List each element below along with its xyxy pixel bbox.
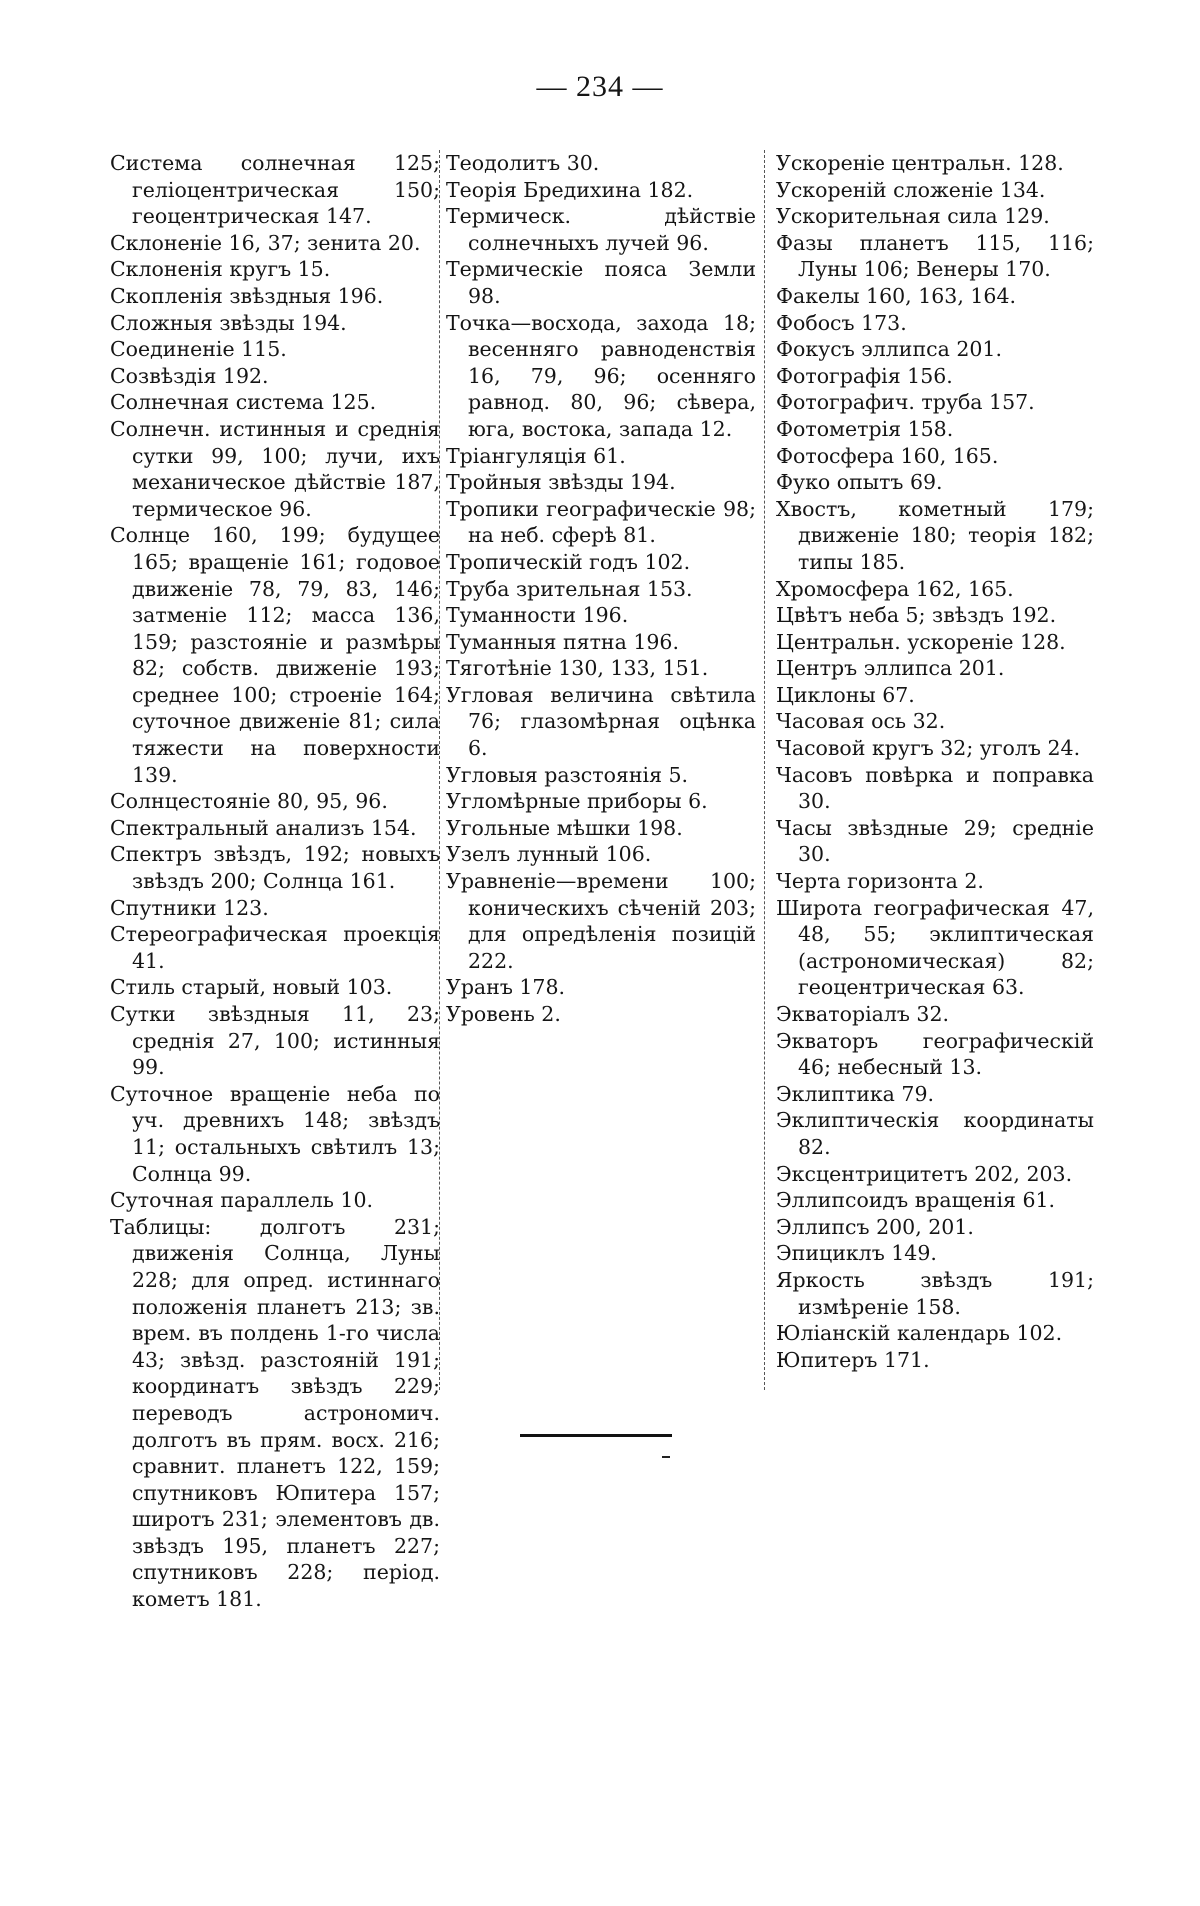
index-entry: Созвѣздія 192.: [110, 363, 269, 388]
index-entry: Тройныя звѣзды 194.: [446, 470, 676, 495]
index-entry: Система солнечная 125; геліоцентрическая 150; геоцентрическая 147.: [110, 151, 440, 229]
index-entry: Тріангуляція 61.: [446, 443, 626, 468]
index-entry: Фобосъ 173.: [776, 310, 907, 335]
index-entry: Эклиптика 79.: [776, 1081, 935, 1106]
index-entry: Эксцентрицитетъ 202, 203.: [776, 1161, 1073, 1186]
index-entry: Эклиптическія координаты 82.: [776, 1108, 1094, 1159]
index-entry: Эллипсъ 200, 201.: [776, 1214, 974, 1239]
index-entry: Тропическій годъ 102.: [446, 549, 691, 574]
index-entry: Юліанскій календарь 102.: [776, 1321, 1063, 1346]
index-entry: Хвостъ, кометный 179; движеніе 180; теорія 182; типы 185.: [776, 496, 1094, 574]
index-entry: Ускореніе центральн. 128.: [776, 151, 1064, 175]
index-entry: Циклоны 67.: [776, 682, 915, 707]
index-entry: Соединеніе 115.: [110, 337, 287, 362]
index-entry: Фазы планетъ 115, 116; Луны 106; Венеры 170.: [776, 230, 1094, 282]
index-entry: Фотосфера 160, 165.: [776, 443, 999, 468]
index-entry: Фокусъ эллипса 201.: [776, 337, 1002, 362]
index-entry: Туманныя пятна 196.: [446, 629, 679, 654]
index-entry: Тяготѣніе 130, 133, 151.: [446, 656, 709, 681]
index-entry: Туманности 196.: [446, 603, 629, 628]
index-entry: Стереографическая проекція 41.: [110, 922, 440, 973]
index-column-1: [110, 150, 440, 1613]
index-entry: Яркость звѣздъ 191; измѣреніе 158.: [776, 1267, 1094, 1319]
index-entry: Юпитеръ 171.: [776, 1347, 930, 1372]
index-entry: Центръ эллипса 201.: [776, 656, 1005, 681]
index-entry: Хромосфера 162, 165.: [776, 576, 1014, 601]
index-column-3: [776, 150, 1094, 1373]
index-entry: Часовая ось 32.: [776, 709, 946, 734]
end-mark: [662, 1456, 670, 1458]
index-entry: Узелъ лунный 106.: [446, 842, 652, 867]
index-entry: Часовъ повѣрка и поправка 30.: [776, 762, 1094, 814]
index-entry: Теодолитъ 30.: [446, 151, 600, 175]
index-entry: Уранъ 178.: [446, 975, 566, 1000]
index-entry: Тропики географическіе 98; на неб. сферѣ 81.: [446, 496, 756, 548]
index-entry: Точка—восхода, захода 18; весенняго равноденствія 16, 79, 96; осенняго равнод. 80, 96; сѣвера, юга, востока, запада 12.: [446, 310, 756, 441]
index-column-2: [446, 150, 756, 1028]
index-entry: Центральн. ускореніе 128.: [776, 629, 1066, 654]
index-entry: Склоненія кругъ 15.: [110, 257, 331, 282]
index-entry: Скопленія звѣздныя 196.: [110, 283, 384, 308]
index-entry: Таблицы: долготъ 231; движенія Солнца, Луны 228; для опред. истиннаго положенія планетъ 213; зв. врем. въ полдень 1-го числа 43; звѣзд. разстояній 191; координатъ звѣздъ 229; переводъ астрономич. долготъ въ прям. восх. 216; сравнит. планетъ 122, 159; спутниковъ Юпитера 157; широтъ 231; элементовъ дв. звѣздъ 195, планетъ 227; спутниковъ 228; період. кометъ 181.: [110, 1214, 440, 1612]
index-entry: Широта географическая 47, 48, 55; эклиптическая (астрономическая) 82; геоцентрическая 63.: [776, 895, 1094, 1000]
index-entry: Солнце 160, 199; будущее 165; вращеніе 161; годовое движеніе 78, 79, 83, 146; затменіе 112; масса 136, 159; разстояніе и размѣры 82; собств. движеніе 193; среднее 100; строеніе 164; суточное движеніе 81; сила тяжести на поверхности 139.: [110, 523, 440, 787]
index-entry: Склоненіе 16, 37; зенита 20.: [110, 230, 421, 255]
index-entry: Теорія Бредихина 182.: [446, 177, 694, 202]
index-entry: Термическ. дѣйствіе солнечныхъ лучей 96.: [446, 204, 756, 255]
index-entry: Уровень 2.: [446, 1002, 561, 1026]
index-entry: Фотографич. труба 157.: [776, 390, 1035, 415]
index-entry: Эллипсоидъ вращенія 61.: [776, 1188, 1056, 1213]
index-entry: Часовой кругъ 32; уголъ 24.: [776, 736, 1081, 761]
index-entry: Сложныя звѣзды 194.: [110, 310, 347, 335]
index-entry: Уравненіе—времени 100; коническихъ сѣченій 203; для опредѣленія позицій 222.: [446, 869, 756, 973]
index-entry: Сутки звѣздныя 11, 23; среднія 27, 100; истинныя 99.: [110, 1002, 440, 1080]
index-entry: Цвѣтъ неба 5; звѣздъ 192.: [776, 603, 1057, 628]
index-entry: Экваторъ географическій 46; небесный 13.: [776, 1028, 1094, 1080]
index-entry: Часы звѣздные 29; средніе 30.: [776, 815, 1094, 867]
index-entry: Угловая величина свѣтила 76; глазомѣрная оцѣнка 6.: [446, 682, 756, 761]
index-entry: Ускорительная сила 129.: [776, 204, 1050, 229]
index-entry: Угольные мѣшки 198.: [446, 815, 683, 840]
index-entry: Ускореній сложеніе 134.: [776, 177, 1046, 202]
index-entry: Солнцестояніе 80, 95, 96.: [110, 789, 388, 814]
index-entry: Черта горизонта 2.: [776, 869, 984, 894]
index-entry: Солнечн. истинныя и среднія сутки 99, 100; лучи, ихъ механическое дѣйствіе 187, термическое 96.: [110, 416, 440, 521]
index-entry: Фотографія 156.: [776, 363, 953, 388]
index-entry: Факелы 160, 163, 164.: [776, 283, 1017, 308]
index-entry: Стиль старый, новый 103.: [110, 975, 393, 1000]
index-entry: Фуко опытъ 69.: [776, 470, 943, 495]
index-entry: Термическіе пояса Земли 98.: [446, 257, 756, 308]
index-entry: Суточное вращеніе неба по уч. древнихъ 148; звѣздъ 11; остальныхъ свѣтилъ 13; Солнца 99.: [110, 1081, 440, 1186]
column-divider: [439, 150, 440, 1390]
index-entry: Спутники 123.: [110, 895, 269, 920]
index-entry: Спектръ звѣздъ, 192; новыхъ звѣздъ 200; Солнца 161.: [110, 842, 440, 894]
index-entry: Экваторіалъ 32.: [776, 1002, 950, 1026]
index-entry: Труба зрительная 153.: [446, 576, 693, 601]
index-entry: Угломѣрные приборы 6.: [446, 789, 708, 814]
end-rule: [520, 1434, 672, 1437]
index-entry: Эпициклъ 149.: [776, 1241, 937, 1266]
index-entry: Фотометрія 158.: [776, 416, 954, 441]
index-entry: Спектральный анализъ 154.: [110, 815, 417, 840]
index-entry: Угловыя разстоянія 5.: [446, 762, 689, 787]
index-entry: Суточная параллель 10.: [110, 1188, 374, 1213]
column-divider: [764, 150, 765, 1390]
page-number: — 234 —: [536, 70, 664, 103]
index-entry: Солнечная система 125.: [110, 390, 377, 415]
